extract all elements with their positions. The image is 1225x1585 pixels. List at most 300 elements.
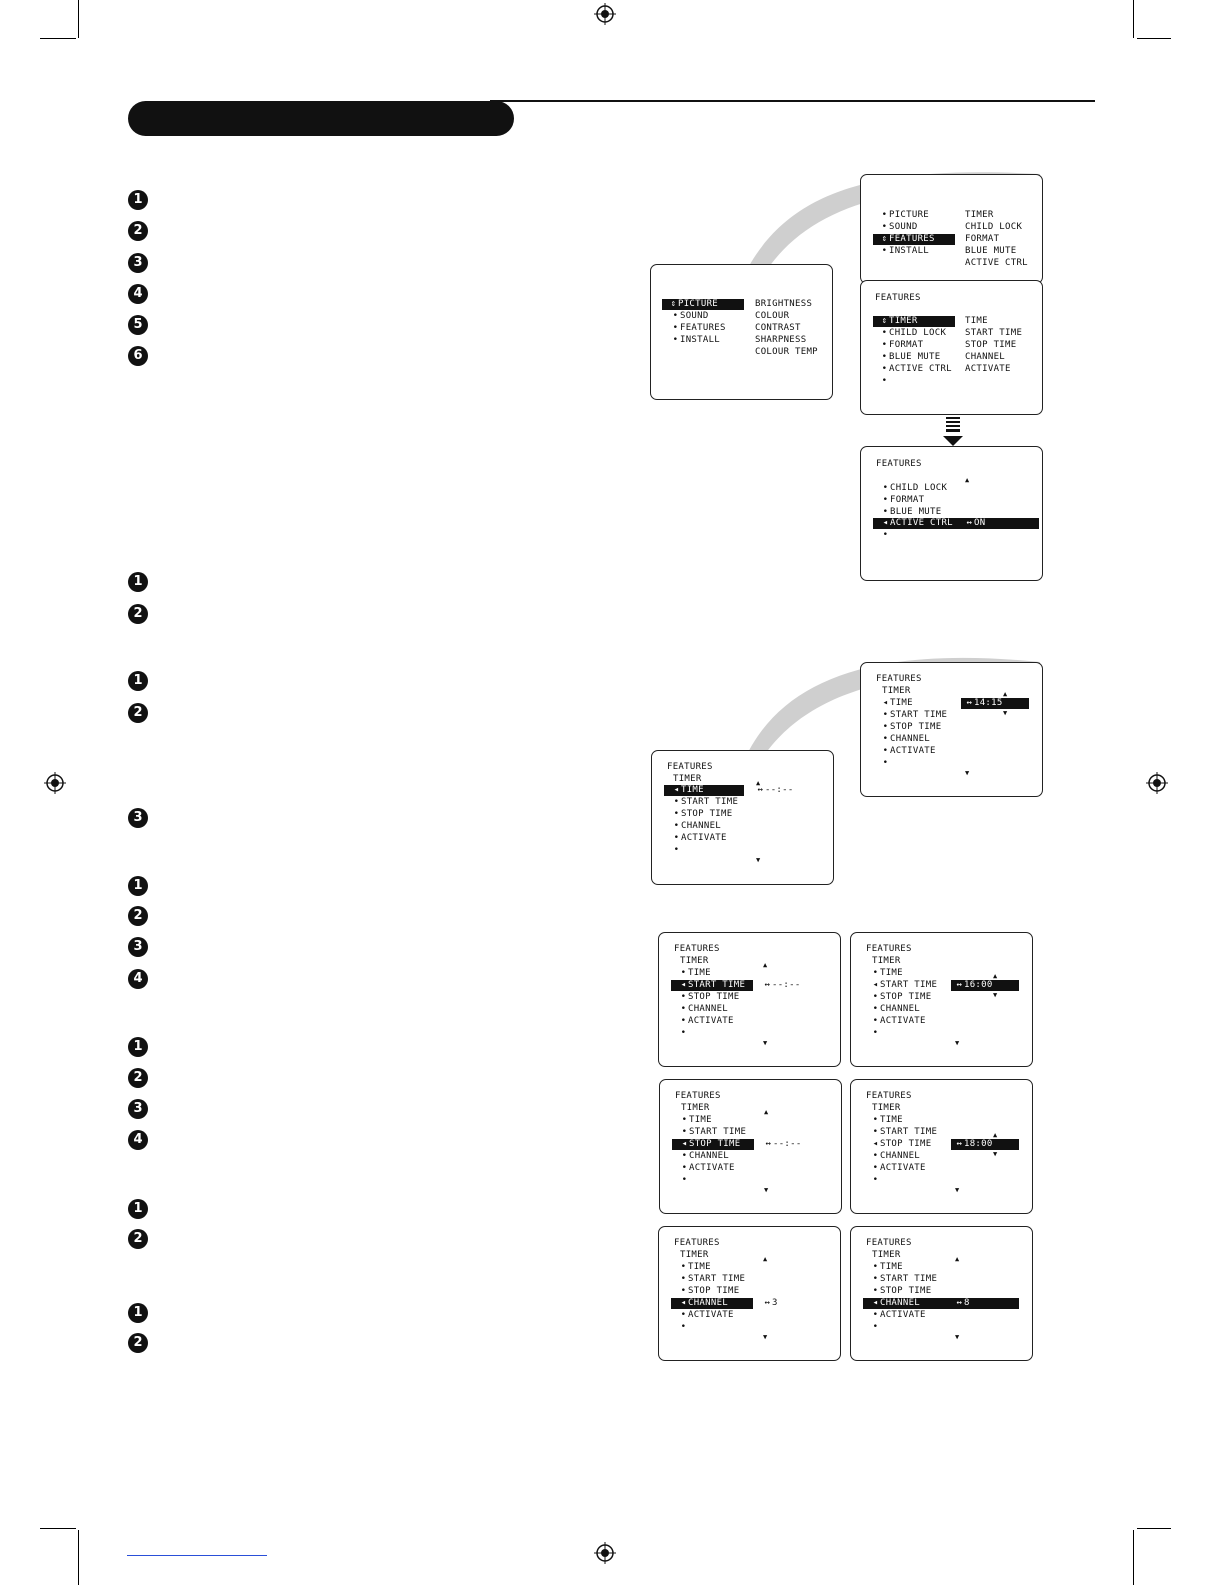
down-arrow-icon: ▼ bbox=[756, 856, 761, 864]
menu-item-active-ctrl bbox=[880, 364, 952, 375]
start-time-value bbox=[955, 980, 993, 991]
menu-marker-icon: • bbox=[872, 1310, 879, 1320]
up-arrow-icon: ▲ bbox=[955, 1255, 960, 1263]
menu-label: START TIME bbox=[681, 797, 739, 807]
menu-marker-icon: • bbox=[672, 311, 679, 321]
menu-label: INSTALL bbox=[680, 335, 721, 345]
menu-label: --:-- bbox=[772, 980, 801, 990]
menu-label: STOP TIME bbox=[880, 992, 932, 1002]
menu-marker-icon: • bbox=[872, 968, 879, 978]
menu-label: TIME bbox=[890, 698, 913, 708]
menu-item-child-lock bbox=[881, 483, 947, 494]
menu-marker-icon: • bbox=[673, 797, 680, 807]
up-arrow-icon: ▲ bbox=[993, 972, 998, 980]
menu-item-stop-time bbox=[679, 1286, 739, 1297]
menu-marker-icon: • bbox=[673, 809, 680, 819]
menu-label: TIME bbox=[681, 785, 704, 795]
menu-label: CHANNEL bbox=[688, 1004, 729, 1014]
step-number: 2 bbox=[128, 221, 148, 241]
menu-item-sound bbox=[880, 222, 918, 233]
menu-marker-icon: • bbox=[882, 483, 889, 493]
menu-item-start-time bbox=[881, 710, 947, 721]
down-arrow-icon: ▼ bbox=[965, 769, 970, 777]
menu-title: FEATURES bbox=[667, 762, 713, 772]
menu-item-activate bbox=[680, 1163, 735, 1174]
menu-item-features bbox=[671, 323, 726, 334]
menu-item-time bbox=[871, 968, 903, 979]
submenu-item: CHANNEL bbox=[965, 352, 1006, 362]
active-ctrl-screen bbox=[860, 446, 1043, 581]
menu-label: CHANNEL bbox=[681, 821, 722, 831]
menu-label: 3 bbox=[772, 1298, 778, 1308]
menu-item-activate bbox=[881, 746, 936, 757]
menu-marker-icon: • bbox=[680, 992, 687, 1002]
down-arrow-icon: ▼ bbox=[955, 1186, 960, 1194]
menu-marker-icon: • bbox=[872, 1175, 879, 1185]
channel-screen-a bbox=[658, 1226, 841, 1361]
menu-item-activate bbox=[871, 1163, 926, 1174]
down-arrow-icon: ▼ bbox=[955, 1039, 960, 1047]
submenu-item: SHARPNESS bbox=[755, 335, 807, 345]
menu-subtitle: TIMER bbox=[872, 1250, 901, 1260]
up-arrow-icon: ▲ bbox=[993, 1131, 998, 1139]
menu-item-active-ctrl bbox=[881, 518, 953, 529]
menu-label: ACTIVATE bbox=[880, 1016, 926, 1026]
submenu-item: TIMER bbox=[965, 210, 994, 220]
active-ctrl-value bbox=[965, 518, 985, 529]
channel-screen-b bbox=[850, 1226, 1033, 1361]
step-number: 1 bbox=[128, 876, 148, 896]
menu-label: START TIME bbox=[890, 710, 948, 720]
step-number: 3 bbox=[128, 937, 148, 957]
menu-label: STOP TIME bbox=[688, 992, 740, 1002]
menu-label: STOP TIME bbox=[681, 809, 733, 819]
menu-label: SOUND bbox=[680, 311, 709, 321]
time-value bbox=[756, 785, 794, 796]
menu-marker-icon: ◂ bbox=[882, 518, 889, 528]
menu-marker-icon: ◂ bbox=[872, 980, 879, 990]
menu-item-start-time bbox=[871, 1274, 937, 1285]
menu-label: 18:00 bbox=[964, 1139, 993, 1149]
start-time-set-screen bbox=[850, 932, 1033, 1067]
menu-marker-icon: • bbox=[680, 1274, 687, 1284]
menu-subtitle: TIMER bbox=[882, 686, 911, 696]
menu-label: --:-- bbox=[773, 1139, 802, 1149]
menu-item-channel bbox=[679, 1004, 728, 1015]
menu-label: TIME bbox=[880, 1115, 903, 1125]
menu-item-time bbox=[871, 1115, 903, 1126]
step-number: 3 bbox=[128, 253, 148, 273]
submenu-item: CONTRAST bbox=[755, 323, 801, 333]
menu-marker-icon: ◂ bbox=[680, 1298, 687, 1308]
step-number: 2 bbox=[128, 1068, 148, 1088]
menu-title: FEATURES bbox=[674, 944, 720, 954]
menu-marker-icon: • bbox=[872, 1274, 879, 1284]
menu-label: TIME bbox=[688, 1262, 711, 1272]
menu-marker-icon: ↔ bbox=[956, 980, 963, 990]
submenu-item: STOP TIME bbox=[965, 340, 1017, 350]
step-number: 4 bbox=[128, 1130, 148, 1150]
step-number: 3 bbox=[128, 808, 148, 828]
menu-title: FEATURES bbox=[866, 944, 912, 954]
menu-item-activate bbox=[672, 833, 727, 844]
up-arrow-icon: ▲ bbox=[764, 1108, 769, 1116]
step-number: 6 bbox=[128, 346, 148, 366]
menu-label: TIME bbox=[880, 968, 903, 978]
down-arrow-icon: ▼ bbox=[763, 1039, 768, 1047]
menu-marker-icon: • bbox=[881, 376, 888, 386]
menu-item-channel bbox=[871, 1151, 920, 1162]
menu-label: ACTIVATE bbox=[681, 833, 727, 843]
menu-item-empty bbox=[672, 845, 681, 856]
menu-label: ACTIVATE bbox=[880, 1163, 926, 1173]
start-time-value bbox=[763, 980, 801, 991]
timer-time-blank-screen bbox=[651, 750, 834, 885]
menu-subtitle: TIMER bbox=[872, 956, 901, 966]
submenu-item: CHILD LOCK bbox=[965, 222, 1023, 232]
menu-item-time bbox=[881, 698, 913, 709]
menu-item-channel bbox=[672, 821, 721, 832]
menu-label: START TIME bbox=[689, 1127, 747, 1137]
menu-item-channel bbox=[881, 734, 930, 745]
up-arrow-icon: ▲ bbox=[763, 961, 768, 969]
menu-item-picture bbox=[880, 210, 929, 221]
down-arrow-icon: ▼ bbox=[955, 1333, 960, 1341]
menu-label: FEATURES bbox=[889, 234, 935, 244]
menu-marker-icon: • bbox=[680, 1004, 687, 1014]
menu-label: STOP TIME bbox=[689, 1139, 741, 1149]
step-number: 2 bbox=[128, 1229, 148, 1249]
menu-marker-icon: • bbox=[882, 530, 889, 540]
menu-label: START TIME bbox=[880, 1127, 938, 1137]
menu-marker-icon: • bbox=[680, 1286, 687, 1296]
menu-subtitle: TIMER bbox=[680, 956, 709, 966]
menu-marker-icon: • bbox=[872, 992, 879, 1002]
menu-marker-icon: ◂ bbox=[872, 1139, 879, 1149]
menu-marker-icon: • bbox=[881, 246, 888, 256]
menu-marker-icon: ⇕ bbox=[670, 299, 677, 309]
stop-time-value bbox=[955, 1139, 993, 1150]
menu-label: --:-- bbox=[765, 785, 794, 795]
menu-marker-icon: ↔ bbox=[765, 1139, 772, 1149]
menu-label: FORMAT bbox=[890, 495, 925, 505]
menu-marker-icon: • bbox=[680, 1262, 687, 1272]
features-menu-screen bbox=[860, 174, 1043, 284]
menu-title: FEATURES bbox=[876, 459, 922, 469]
menu-item-time bbox=[679, 968, 711, 979]
step-number: 2 bbox=[128, 604, 148, 624]
menu-item-start-time bbox=[680, 1127, 746, 1138]
step-number: 1 bbox=[128, 1037, 148, 1057]
menu-marker-icon: • bbox=[681, 1115, 688, 1125]
menu-marker-icon: ◂ bbox=[681, 1139, 688, 1149]
menu-item-stop-time bbox=[672, 809, 732, 820]
submenu-item: COLOUR bbox=[755, 311, 790, 321]
menu-label: START TIME bbox=[688, 1274, 746, 1284]
menu-marker-icon: ↔ bbox=[764, 1298, 771, 1308]
menu-item-start-time bbox=[871, 980, 937, 991]
menu-item-install bbox=[880, 246, 929, 257]
menu-item-blue-mute bbox=[881, 507, 941, 518]
menu-marker-icon: ↔ bbox=[966, 518, 973, 528]
menu-marker-icon: • bbox=[881, 328, 888, 338]
menu-label: CHANNEL bbox=[689, 1151, 730, 1161]
menu-item-empty bbox=[881, 530, 890, 541]
step-number: 2 bbox=[128, 906, 148, 926]
menu-marker-icon: ↔ bbox=[757, 785, 764, 795]
features-timer-screen bbox=[860, 280, 1043, 415]
down-arrow-icon: ▼ bbox=[764, 1186, 769, 1194]
menu-item-features bbox=[880, 234, 935, 245]
stop-time-set-screen bbox=[850, 1079, 1033, 1214]
menu-marker-icon: ◂ bbox=[882, 698, 889, 708]
menu-label: FORMAT bbox=[889, 340, 924, 350]
menu-label: CHANNEL bbox=[890, 734, 931, 744]
menu-marker-icon: • bbox=[673, 821, 680, 831]
menu-marker-icon: • bbox=[882, 710, 889, 720]
menu-marker-icon: • bbox=[872, 1004, 879, 1014]
menu-marker-icon: • bbox=[872, 1262, 879, 1272]
menu-item-stop-time bbox=[680, 1139, 740, 1150]
menu-item-start-time bbox=[871, 1127, 937, 1138]
menu-item-empty bbox=[880, 376, 889, 387]
menu-marker-icon: • bbox=[680, 1016, 687, 1026]
menu-label: CHANNEL bbox=[688, 1298, 729, 1308]
menu-marker-icon: • bbox=[882, 722, 889, 732]
menu-marker-icon: • bbox=[680, 1322, 687, 1332]
menu-marker-icon: ◂ bbox=[680, 980, 687, 990]
submenu-item: ACTIVE CTRL bbox=[965, 258, 1028, 268]
menu-label: START TIME bbox=[880, 1274, 938, 1284]
submenu-item: BRIGHTNESS bbox=[755, 299, 813, 309]
menu-marker-icon: • bbox=[872, 1163, 879, 1173]
menu-label: PICTURE bbox=[889, 210, 930, 220]
menu-marker-icon: • bbox=[680, 968, 687, 978]
menu-item-empty bbox=[680, 1175, 689, 1186]
menu-item-empty bbox=[679, 1322, 688, 1333]
menu-subtitle: TIMER bbox=[680, 1250, 709, 1260]
menu-label: START TIME bbox=[880, 980, 938, 990]
step-number: 1 bbox=[128, 190, 148, 210]
menu-marker-icon: ↔ bbox=[966, 698, 973, 708]
menu-item-start-time bbox=[672, 797, 738, 808]
up-arrow-icon: ▲ bbox=[756, 779, 761, 787]
submenu-item: ACTIVATE bbox=[965, 364, 1011, 374]
main-menu-screen bbox=[650, 264, 833, 400]
menu-marker-icon: • bbox=[881, 340, 888, 350]
menu-label: STOP TIME bbox=[890, 722, 942, 732]
start-time-blank-screen bbox=[658, 932, 841, 1067]
menu-label: ACTIVATE bbox=[688, 1016, 734, 1026]
menu-marker-icon: • bbox=[673, 833, 680, 843]
menu-marker-icon: • bbox=[672, 323, 679, 333]
menu-label: TIME bbox=[880, 1262, 903, 1272]
channel-value bbox=[955, 1298, 970, 1309]
menu-marker-icon: • bbox=[681, 1151, 688, 1161]
menu-label: BLUE MUTE bbox=[889, 352, 941, 362]
menu-marker-icon: • bbox=[872, 1016, 879, 1026]
submenu-item: START TIME bbox=[965, 328, 1023, 338]
menu-marker-icon: • bbox=[872, 1286, 879, 1296]
menu-item-stop-time bbox=[871, 1286, 931, 1297]
menu-marker-icon: • bbox=[872, 1322, 879, 1332]
menu-label: CHANNEL bbox=[880, 1004, 921, 1014]
menu-label: TIMER bbox=[889, 316, 918, 326]
menu-marker-icon: • bbox=[681, 1175, 688, 1185]
menu-marker-icon: ↔ bbox=[764, 980, 771, 990]
step-number: 4 bbox=[128, 284, 148, 304]
menu-label: CHILD LOCK bbox=[889, 328, 947, 338]
menu-label: STOP TIME bbox=[880, 1139, 932, 1149]
menu-item-channel bbox=[680, 1151, 729, 1162]
menu-marker-icon: • bbox=[882, 734, 889, 744]
menu-item-empty bbox=[679, 1028, 688, 1039]
menu-label: SOUND bbox=[889, 222, 918, 232]
menu-item-stop-time bbox=[871, 1139, 931, 1150]
menu-item-empty bbox=[871, 1322, 880, 1333]
menu-item-child-lock bbox=[880, 328, 946, 339]
step-number: 1 bbox=[128, 1199, 148, 1219]
time-value bbox=[965, 698, 1003, 709]
down-arrow-icon: ▼ bbox=[993, 991, 998, 999]
step-number: 1 bbox=[128, 572, 148, 592]
menu-marker-icon: • bbox=[881, 210, 888, 220]
menu-label: ACTIVE CTRL bbox=[890, 518, 953, 528]
menu-marker-icon: ↔ bbox=[956, 1139, 963, 1149]
menu-item-timer bbox=[880, 316, 918, 327]
menu-item-empty bbox=[881, 758, 890, 769]
menu-title: FEATURES bbox=[866, 1091, 912, 1101]
menu-marker-icon: • bbox=[881, 222, 888, 232]
menu-marker-icon: • bbox=[681, 1163, 688, 1173]
menu-label: FEATURES bbox=[680, 323, 726, 333]
menu-label: ACTIVATE bbox=[688, 1310, 734, 1320]
menu-label: 8 bbox=[964, 1298, 970, 1308]
step-number: 1 bbox=[128, 1303, 148, 1323]
step-number: 2 bbox=[128, 703, 148, 723]
menu-item-format bbox=[880, 340, 923, 351]
menu-marker-icon: • bbox=[881, 364, 888, 374]
menu-marker-icon: • bbox=[673, 845, 680, 855]
submenu-item: TIME bbox=[965, 316, 988, 326]
menu-marker-icon: • bbox=[882, 507, 889, 517]
menu-item-empty bbox=[871, 1175, 880, 1186]
menu-marker-icon: • bbox=[882, 758, 889, 768]
step-number: 5 bbox=[128, 315, 148, 335]
up-arrow-icon: ▲ bbox=[1003, 690, 1008, 698]
menu-item-sound bbox=[671, 311, 709, 322]
up-arrow-icon: ▲ bbox=[965, 476, 970, 484]
menu-label: PICTURE bbox=[678, 299, 719, 309]
menu-item-channel bbox=[679, 1298, 728, 1309]
menu-label: ACTIVATE bbox=[890, 746, 936, 756]
menu-marker-icon: • bbox=[680, 1310, 687, 1320]
menu-label: TIME bbox=[689, 1115, 712, 1125]
menu-marker-icon: ◂ bbox=[673, 785, 680, 795]
timer-time-set-screen bbox=[860, 662, 1043, 797]
menu-marker-icon: • bbox=[872, 1151, 879, 1161]
menu-title: FEATURES bbox=[876, 674, 922, 684]
step-number: 2 bbox=[128, 1333, 148, 1353]
menu-item-time bbox=[672, 785, 704, 796]
menu-item-blue-mute bbox=[880, 352, 940, 363]
submenu-item: BLUE MUTE bbox=[965, 246, 1017, 256]
menu-marker-icon: • bbox=[882, 746, 889, 756]
menu-item-time bbox=[680, 1115, 712, 1126]
menu-item-time bbox=[679, 1262, 711, 1273]
channel-value bbox=[763, 1298, 778, 1309]
menu-title: FEATURES bbox=[675, 1091, 721, 1101]
menu-marker-icon: • bbox=[872, 1028, 879, 1038]
menu-label: STOP TIME bbox=[880, 1286, 932, 1296]
menu-item-empty bbox=[871, 1028, 880, 1039]
menu-label: 16:00 bbox=[964, 980, 993, 990]
submenu-item: FORMAT bbox=[965, 234, 1000, 244]
menu-label: CHANNEL bbox=[880, 1298, 921, 1308]
down-arrow-icon: ▼ bbox=[763, 1333, 768, 1341]
step-number: 3 bbox=[128, 1099, 148, 1119]
menu-marker-icon: ⇕ bbox=[881, 316, 888, 326]
menu-subtitle: TIMER bbox=[872, 1103, 901, 1113]
menu-label: STOP TIME bbox=[688, 1286, 740, 1296]
menu-item-picture bbox=[669, 299, 718, 310]
menu-item-stop-time bbox=[871, 992, 931, 1003]
menu-label: START TIME bbox=[688, 980, 746, 990]
menu-item-format bbox=[881, 495, 924, 506]
menu-item-start-time bbox=[679, 1274, 745, 1285]
menu-title: FEATURES bbox=[674, 1238, 720, 1248]
menu-marker-icon: • bbox=[872, 1115, 879, 1125]
menu-item-stop-time bbox=[881, 722, 941, 733]
menu-marker-icon: • bbox=[680, 1028, 687, 1038]
menu-label: INSTALL bbox=[889, 246, 930, 256]
menu-title: FEATURES bbox=[866, 1238, 912, 1248]
menu-marker-icon: • bbox=[881, 352, 888, 362]
menu-label: BLUE MUTE bbox=[890, 507, 942, 517]
menu-label: ACTIVATE bbox=[689, 1163, 735, 1173]
menu-subtitle: TIMER bbox=[681, 1103, 710, 1113]
menu-marker-icon: ◂ bbox=[872, 1298, 879, 1308]
menu-label: CHILD LOCK bbox=[890, 483, 948, 493]
down-arrow-icon: ▼ bbox=[1003, 709, 1008, 717]
menu-marker-icon: • bbox=[672, 335, 679, 345]
menu-marker-icon: ↔ bbox=[956, 1298, 963, 1308]
menu-label: TIME bbox=[688, 968, 711, 978]
menu-item-install bbox=[671, 335, 720, 346]
menu-label: ACTIVE CTRL bbox=[889, 364, 952, 374]
menu-item-activate bbox=[679, 1016, 734, 1027]
down-arrow-icon: ▼ bbox=[993, 1150, 998, 1158]
menu-title: FEATURES bbox=[875, 293, 921, 303]
submenu-item: COLOUR TEMP bbox=[755, 347, 818, 357]
menu-marker-icon: • bbox=[882, 495, 889, 505]
menu-marker-icon: ⇕ bbox=[881, 234, 888, 244]
up-arrow-icon: ▲ bbox=[763, 1255, 768, 1263]
menu-item-channel bbox=[871, 1298, 920, 1309]
menu-item-start-time bbox=[679, 980, 745, 991]
menu-item-activate bbox=[871, 1016, 926, 1027]
menu-item-stop-time bbox=[679, 992, 739, 1003]
stop-time-value bbox=[764, 1139, 802, 1150]
menu-marker-icon: • bbox=[872, 1127, 879, 1137]
menu-marker-icon: • bbox=[681, 1127, 688, 1137]
menu-label: ON bbox=[974, 518, 986, 528]
menu-item-activate bbox=[679, 1310, 734, 1321]
menu-subtitle: TIMER bbox=[673, 774, 702, 784]
menu-label: 14:15 bbox=[974, 698, 1003, 708]
footer-link-line bbox=[127, 1555, 267, 1556]
step-number: 4 bbox=[128, 969, 148, 989]
